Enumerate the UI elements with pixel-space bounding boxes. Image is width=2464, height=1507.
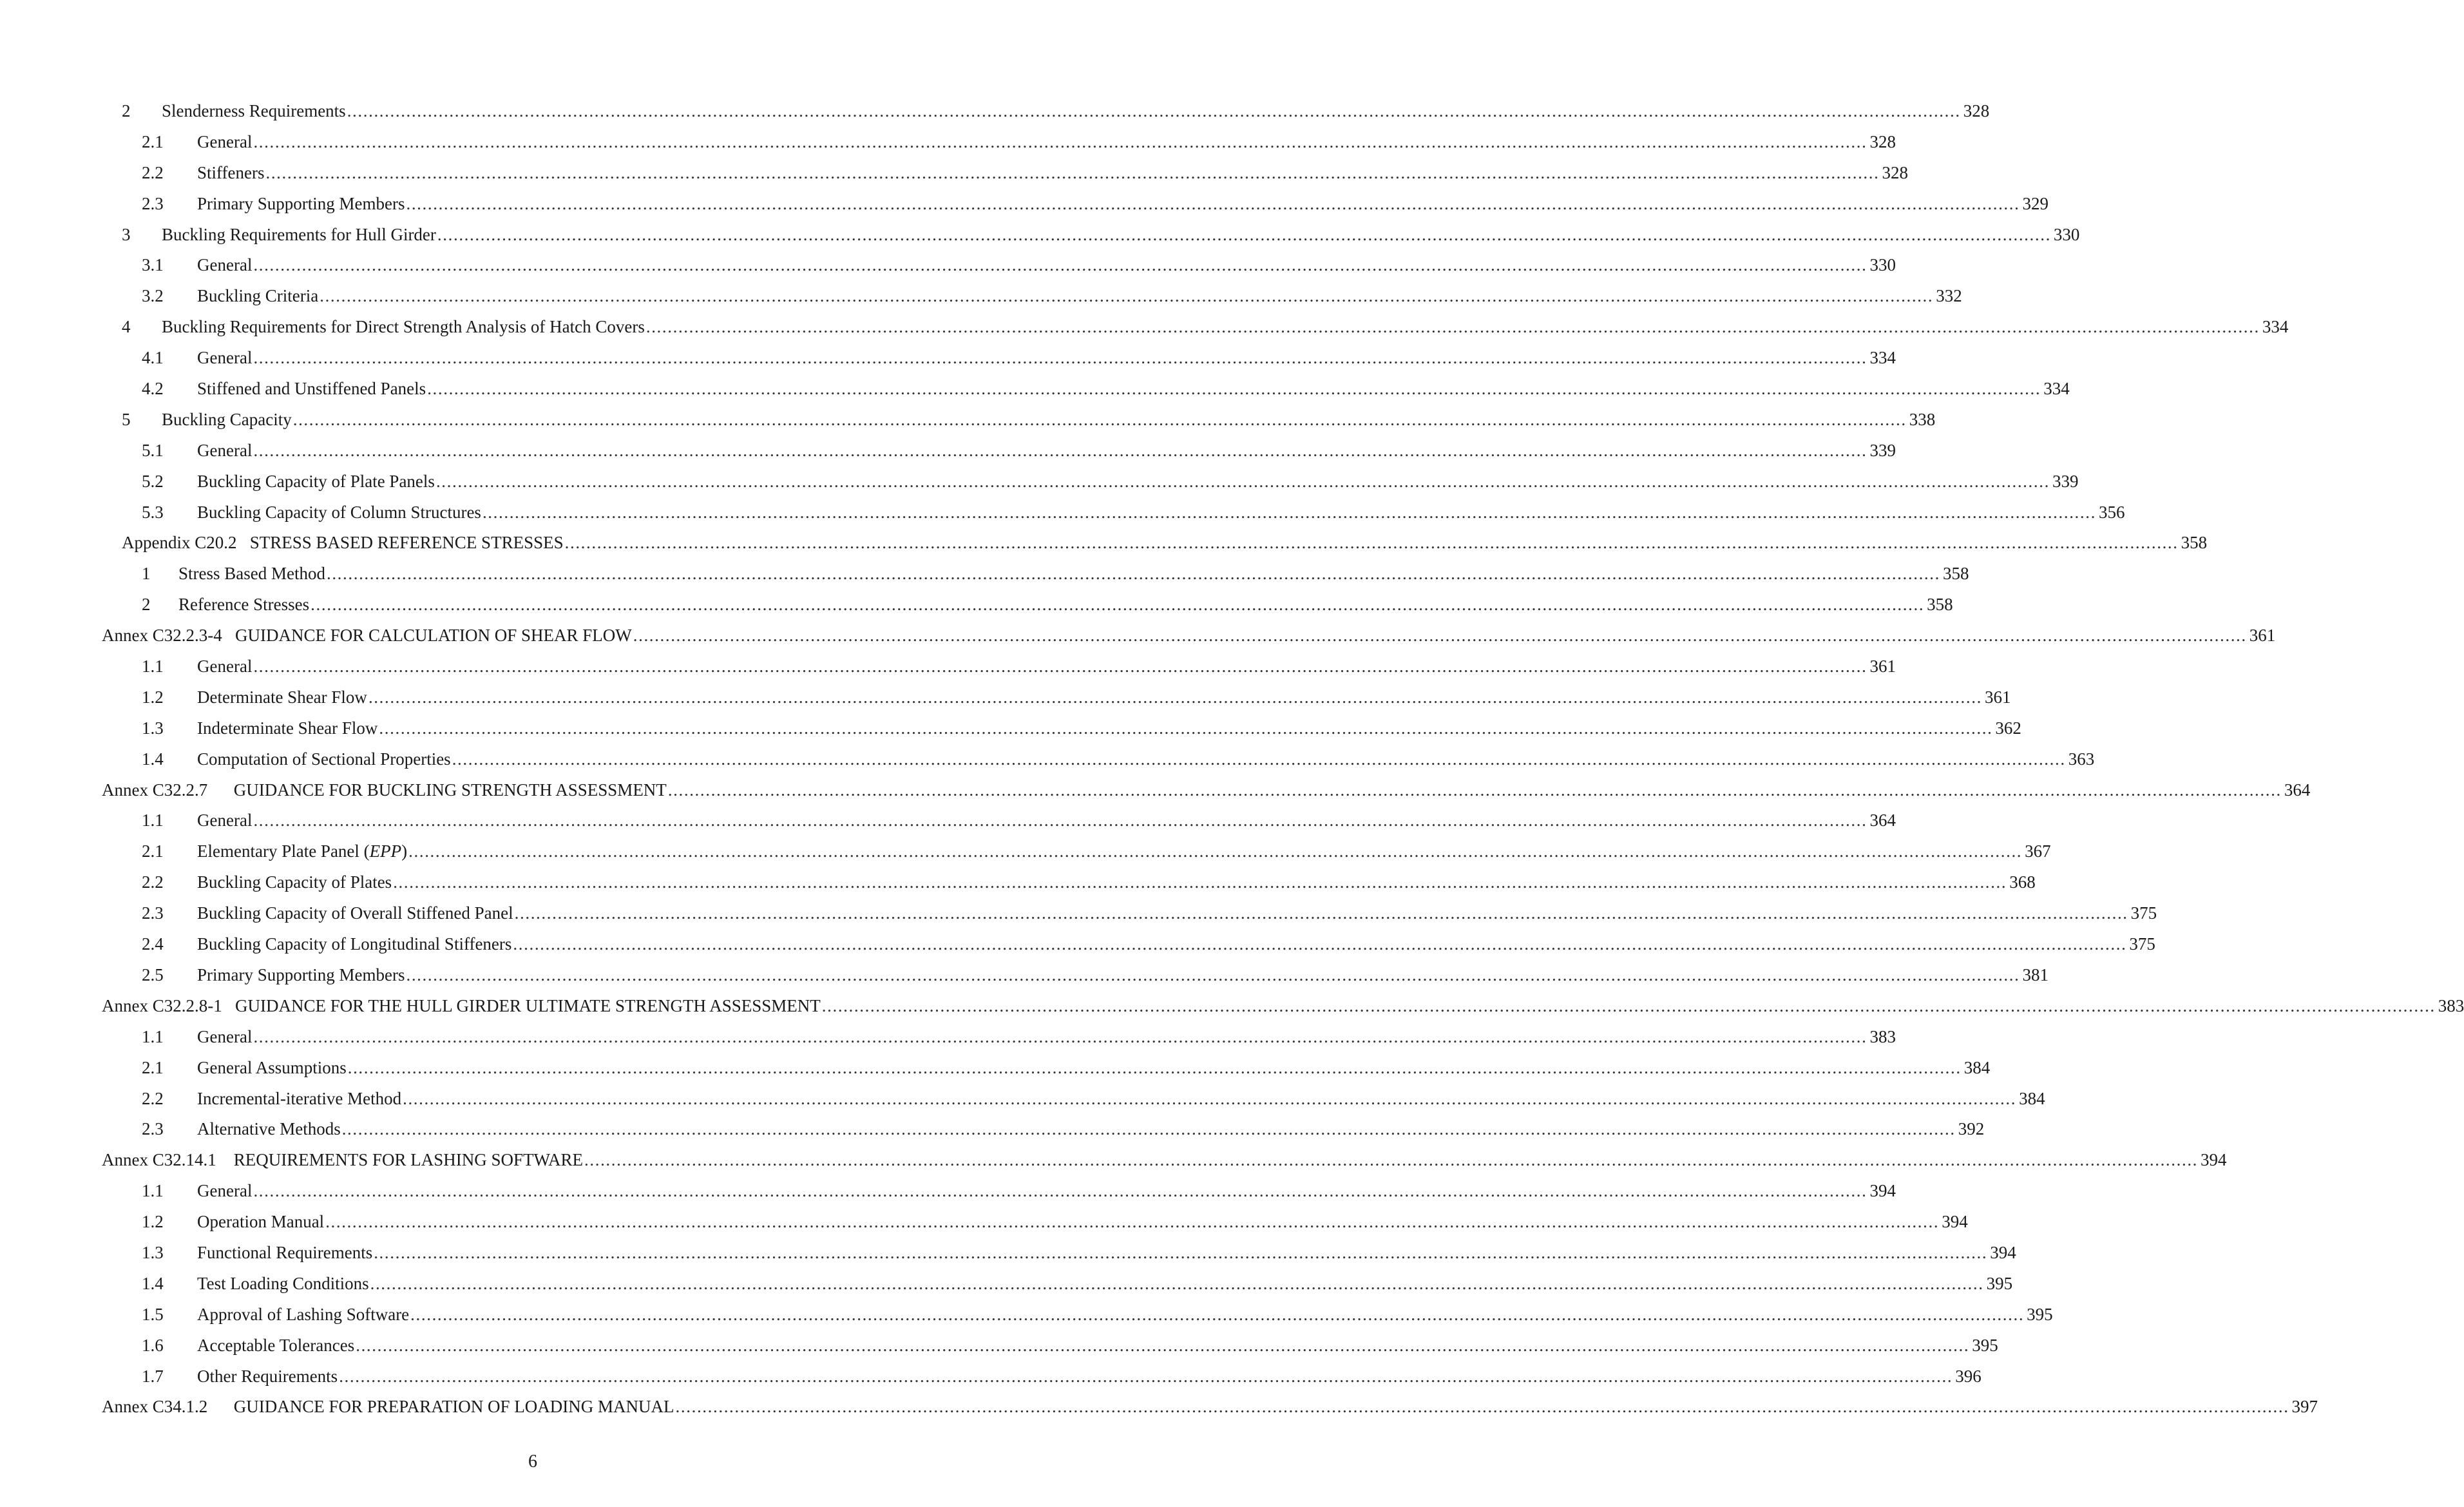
dot-leader: ............................................................................................................................................................................................................................................................................................................ bbox=[437, 224, 2051, 244]
toc-entry-leader-line bbox=[197, 840, 2051, 862]
toc-entry-title: Buckling Capacity of Longitudinal Stiffeners bbox=[197, 934, 512, 954]
toc-entry[interactable] bbox=[0, 717, 2021, 748]
toc-entry-title: Appendix C20.2 STRESS BASED REFERENCE STRESSES bbox=[122, 533, 564, 553]
toc-entry-page: 364 bbox=[1869, 811, 1896, 830]
dot-leader: ............................................................................................................................................................................................................................................................................................................ bbox=[408, 841, 2023, 861]
toc-entry-title: Test Loading Conditions bbox=[197, 1273, 369, 1293]
toc-entry-page: 361 bbox=[2249, 626, 2276, 646]
toc-entry-leader-line bbox=[197, 1211, 1968, 1233]
toc-entry-leader-line bbox=[197, 254, 1896, 276]
toc-entry-leader-line bbox=[197, 501, 2125, 523]
toc-entry-title: Buckling Capacity bbox=[162, 409, 292, 429]
toc-entry-leader-line bbox=[197, 933, 2155, 955]
toc-entry-leader-line bbox=[197, 871, 2036, 893]
toc-entry-number: 3.2 bbox=[142, 286, 164, 306]
toc-entry-number: 2 bbox=[142, 595, 151, 615]
toc-entry-number: 1.1 bbox=[142, 1181, 164, 1201]
toc-entry[interactable] bbox=[0, 1396, 2318, 1426]
toc-entry-number: 4.1 bbox=[142, 348, 164, 368]
toc-entry-number: 3.1 bbox=[142, 255, 164, 275]
dot-leader: ............................................................................................................................................................................................................................................................................................................ bbox=[406, 193, 2020, 213]
dot-leader: ............................................................................................................................................................................................................................................................................................................ bbox=[253, 1026, 1867, 1046]
toc-entry[interactable] bbox=[0, 624, 2276, 655]
toc-entry-title: Incremental-iterative Method bbox=[197, 1088, 402, 1108]
toc-entry[interactable] bbox=[0, 439, 1896, 470]
toc-entry-leader-line bbox=[197, 809, 1896, 831]
toc-entry[interactable] bbox=[0, 1242, 2016, 1272]
toc-entry-leader-line bbox=[197, 1180, 1896, 1202]
toc-entry-leader-line bbox=[178, 562, 1969, 584]
toc-entry-page: 395 bbox=[2027, 1304, 2053, 1324]
toc-entry[interactable] bbox=[0, 285, 1962, 316]
toc-entry[interactable] bbox=[0, 100, 1990, 131]
toc-entry-number: 1.5 bbox=[142, 1304, 164, 1324]
toc-entry[interactable] bbox=[0, 501, 2125, 532]
dot-leader: ............................................................................................................................................................................................................................................................................................................ bbox=[410, 1304, 2025, 1324]
toc-entry-title: Annex C32.2.7 GUIDANCE FOR BUCKLING STRENGTH ASSESSMENT bbox=[102, 780, 667, 800]
toc-entry-page: 358 bbox=[1927, 595, 1953, 615]
dot-leader: ............................................................................................................................................................................................................................................................................................................ bbox=[514, 903, 2128, 923]
toc-entry[interactable] bbox=[0, 593, 1953, 624]
toc-entry-leader-line bbox=[102, 1396, 2318, 1417]
toc-entry-leader-line bbox=[197, 378, 2070, 399]
toc-entry[interactable] bbox=[0, 748, 2095, 779]
toc-entry-page: 395 bbox=[1972, 1335, 1998, 1355]
toc-entry-leader-line bbox=[197, 1334, 1998, 1356]
toc-entry-title: Stiffeners bbox=[197, 162, 265, 182]
toc-entry[interactable] bbox=[0, 1057, 1991, 1088]
dot-leader: ............................................................................................................................................................................................................................................................................................................ bbox=[482, 502, 2096, 522]
toc-entry-leader-line bbox=[197, 717, 2021, 739]
toc-entry-leader-line bbox=[197, 162, 1908, 184]
dot-leader: ............................................................................................................................................................................................................................................................................................................ bbox=[320, 286, 1934, 306]
toc-entry-page: 338 bbox=[1909, 409, 1936, 429]
toc-entry-page: 392 bbox=[1958, 1119, 1985, 1139]
toc-entry[interactable] bbox=[0, 1272, 2013, 1303]
toc-entry-title: Functional Requirements bbox=[197, 1242, 373, 1262]
toc-entry-number: 1.2 bbox=[142, 1212, 164, 1232]
toc-entry[interactable] bbox=[0, 1180, 1896, 1211]
dot-leader: ............................................................................................................................................................................................................................................................................................................ bbox=[253, 348, 1867, 368]
toc-entry-page: 328 bbox=[1882, 162, 1908, 182]
toc-entry-page: 361 bbox=[1984, 687, 2011, 707]
toc-entry-title: General bbox=[197, 1181, 253, 1201]
toc-entry-leader-line bbox=[162, 316, 2289, 338]
toc-entry-number: 3 bbox=[122, 224, 131, 244]
toc-entry-title: Primary Supporting Members bbox=[197, 193, 405, 213]
toc-entry-number: 5.3 bbox=[142, 502, 164, 522]
toc-entry[interactable] bbox=[0, 470, 2079, 501]
toc-entry-leader-line bbox=[197, 1026, 1896, 1048]
toc-entry-number: 1.4 bbox=[142, 1273, 164, 1293]
toc-entry-page: 329 bbox=[2022, 193, 2049, 213]
toc-entry-title: Primary Supporting Members bbox=[197, 965, 405, 984]
toc-entry[interactable] bbox=[0, 1334, 1998, 1365]
toc-entry-page: 394 bbox=[2201, 1150, 2227, 1170]
toc-entry-page: 394 bbox=[1990, 1242, 2016, 1262]
toc-entry-page: 396 bbox=[1955, 1366, 1982, 1386]
toc-entry-number: 2 bbox=[122, 101, 131, 120]
toc-entry-page: 364 bbox=[2284, 780, 2311, 800]
toc-entry-title: Annex C32.2.8-1 GUIDANCE FOR THE HULL GIRDER ULTIMATE STRENGTH ASSESSMENT bbox=[102, 995, 821, 1015]
toc-entry-page: 384 bbox=[2019, 1088, 2045, 1108]
dot-leader: ............................................................................................................................................................................................................................................................................................................ bbox=[310, 595, 1925, 615]
toc-entry[interactable] bbox=[0, 532, 2208, 562]
dot-leader: ............................................................................................................................................................................................................................................................................................................ bbox=[253, 811, 1867, 830]
dot-leader: ............................................................................................................................................................................................................................................................................................................ bbox=[253, 1181, 1867, 1201]
toc-entry-page: 361 bbox=[1869, 657, 1896, 677]
toc-entry-title: General bbox=[197, 1026, 253, 1046]
toc-entry-leader-line bbox=[102, 1149, 2227, 1171]
toc-entry-number: 2.2 bbox=[142, 872, 164, 892]
toc-entry-page: 383 bbox=[2438, 995, 2464, 1015]
toc-entry-leader-line bbox=[197, 686, 2011, 708]
dot-leader: ............................................................................................................................................................................................................................................................................................................ bbox=[406, 965, 2020, 984]
dot-leader: ............................................................................................................................................................................................................................................................................................................ bbox=[370, 1273, 1984, 1293]
dot-leader: ............................................................................................................................................................................................................................................................................................................ bbox=[675, 1397, 2289, 1417]
toc-entry-leader-line bbox=[197, 1088, 2045, 1109]
toc-entry[interactable] bbox=[0, 995, 2464, 1026]
toc-entry-title: Buckling Criteria bbox=[197, 286, 319, 306]
toc-entry-leader-line bbox=[197, 655, 1896, 677]
toc-entry-page: 339 bbox=[1869, 440, 1896, 460]
toc-entry-leader-line bbox=[197, 193, 2049, 215]
dot-leader: ............................................................................................................................................................................................................................................................................................................ bbox=[374, 1242, 1988, 1262]
toc-entry-title: Computation of Sectional Properties bbox=[197, 749, 451, 769]
toc-entry-title: General bbox=[197, 255, 253, 275]
dot-leader: ............................................................................................................................................................................................................................................................................................................ bbox=[347, 101, 1961, 120]
toc-entry-number: 1.1 bbox=[142, 657, 164, 677]
toc-entry[interactable] bbox=[0, 686, 2011, 717]
toc-entry-leader-line bbox=[178, 593, 1953, 615]
toc-entry-number: 2.5 bbox=[142, 965, 164, 984]
toc-entry-number: 1.7 bbox=[142, 1366, 164, 1386]
dot-leader: ............................................................................................................................................................................................................................................................................................................ bbox=[325, 1212, 1940, 1232]
toc-entry[interactable] bbox=[0, 1303, 2053, 1334]
toc-entry-title: Acceptable Tolerances bbox=[197, 1335, 355, 1355]
toc-entry-leader-line bbox=[197, 902, 2157, 924]
toc-entry[interactable] bbox=[0, 1026, 1896, 1057]
toc-entry-number: 1.1 bbox=[142, 1026, 164, 1046]
toc-entry-page: 368 bbox=[2009, 872, 2036, 892]
toc-entry-title: General bbox=[197, 657, 253, 677]
toc-entry-page: 383 bbox=[1869, 1026, 1896, 1046]
toc-entry-leader-line bbox=[162, 408, 1936, 430]
toc-entry[interactable] bbox=[0, 316, 2289, 347]
toc-entry[interactable] bbox=[0, 1149, 2227, 1180]
toc-entry-leader-line bbox=[102, 779, 2311, 801]
toc-entry[interactable] bbox=[0, 655, 1896, 686]
toc-entry-title: Buckling Capacity of Overall Stiffened Panel bbox=[197, 903, 513, 923]
toc-entry-number: 1.6 bbox=[142, 1335, 164, 1355]
toc-entry-leader-line bbox=[197, 1303, 2053, 1325]
toc-entry-page: 356 bbox=[2098, 502, 2125, 522]
toc-entry-page: 358 bbox=[2181, 533, 2208, 553]
dot-leader: ............................................................................................................................................................................................................................................................................................................ bbox=[564, 533, 2179, 553]
toc-entry-title: Annex C34.1.2 GUIDANCE FOR PREPARATION OF LOADING MANUAL bbox=[102, 1397, 674, 1417]
dot-leader: ............................................................................................................................................................................................................................................................................................................ bbox=[339, 1366, 1953, 1386]
toc-entry-number: 1.4 bbox=[142, 749, 164, 769]
toc-entry[interactable] bbox=[0, 193, 2049, 224]
toc-entry-number: 2.3 bbox=[142, 193, 164, 213]
toc-entry-leader-line bbox=[102, 624, 2276, 646]
toc-entry-leader-line bbox=[197, 285, 1962, 307]
toc-entry-leader-line bbox=[197, 439, 1896, 461]
toc-entry-leader-line bbox=[162, 224, 2080, 245]
dot-leader: ............................................................................................................................................................................................................................................................................................................ bbox=[253, 440, 1867, 460]
toc-entry-page: 362 bbox=[1995, 718, 2021, 738]
toc-entry[interactable] bbox=[0, 902, 2157, 933]
dot-leader: ............................................................................................................................................................................................................................................................................................................ bbox=[667, 780, 2282, 800]
toc-entry-leader-line bbox=[197, 964, 2049, 986]
toc-entry[interactable] bbox=[0, 408, 1936, 439]
toc-entry-number: 1.3 bbox=[142, 1242, 164, 1262]
toc-entry-page: 328 bbox=[1869, 131, 1896, 151]
toc-entry-title: Alternative Methods bbox=[197, 1119, 341, 1139]
toc-entry-leader-line bbox=[197, 131, 1896, 153]
toc-entry-page: 367 bbox=[2025, 841, 2051, 861]
toc-entry[interactable] bbox=[0, 964, 2049, 995]
dot-leader: ............................................................................................................................................................................................................................................................................................................ bbox=[821, 995, 2436, 1015]
toc-entry-title: Buckling Capacity of Plates bbox=[197, 872, 392, 892]
toc-entry-number: 1.3 bbox=[142, 718, 164, 738]
toc-entry-title: Determinate Shear Flow bbox=[197, 687, 367, 707]
toc-entry-number: 2.1 bbox=[142, 841, 164, 861]
toc-entry-number: 5 bbox=[122, 409, 131, 429]
toc-entry-page: 328 bbox=[1963, 101, 1990, 120]
toc-entry-number: 2.2 bbox=[142, 162, 164, 182]
toc-entry-number: 5.1 bbox=[142, 440, 164, 460]
dot-leader: ............................................................................................................................................................................................................................................................................................................ bbox=[435, 471, 2050, 491]
toc-entry[interactable] bbox=[0, 840, 2051, 871]
toc-entry-page: 339 bbox=[2052, 471, 2079, 491]
toc-entry-title: Buckling Requirements for Direct Strength Analysis of Hatch Covers bbox=[162, 317, 645, 337]
toc-entry-title: Approval of Lashing Software bbox=[197, 1304, 410, 1324]
toc-entry-page: 375 bbox=[2130, 903, 2157, 923]
toc-entry-page: 397 bbox=[2291, 1397, 2318, 1417]
toc-entry-leader-line bbox=[162, 100, 1990, 122]
dot-leader: ............................................................................................................................................................................................................................................................................................................ bbox=[368, 687, 1982, 707]
toc-entry-title: General bbox=[197, 131, 253, 151]
toc-entry-title: Annex C32.14.1 REQUIREMENTS FOR LASHING SOFTWARE bbox=[102, 1150, 584, 1170]
toc-entry-page: 334 bbox=[2043, 379, 2070, 399]
toc-entry[interactable] bbox=[0, 779, 2311, 810]
toc-entry[interactable] bbox=[0, 562, 1969, 593]
toc-entry-number: 2.3 bbox=[142, 1119, 164, 1139]
toc-entry-title: General bbox=[197, 440, 253, 460]
toc-entry-number: 4.2 bbox=[142, 379, 164, 399]
toc-entry-page: 384 bbox=[1963, 1057, 1991, 1077]
toc-entry[interactable] bbox=[0, 1118, 1985, 1149]
dot-leader: ............................................................................................................................................................................................................................................................................................................ bbox=[253, 657, 1867, 677]
toc-entry[interactable] bbox=[0, 378, 2070, 408]
toc-entry[interactable] bbox=[0, 809, 1896, 840]
toc-entry-leader-line bbox=[197, 1272, 2013, 1294]
toc-entry-number: 2.4 bbox=[142, 934, 164, 954]
toc-entry-number: 5.2 bbox=[142, 471, 164, 491]
toc-entry[interactable] bbox=[0, 162, 1908, 193]
toc-entry-leader-line bbox=[197, 470, 2079, 492]
toc-entry-page: 334 bbox=[2262, 317, 2289, 337]
toc-entry-number: 2.1 bbox=[142, 1057, 164, 1077]
toc-entry[interactable] bbox=[0, 1088, 2045, 1118]
toc-entry-number: 1.1 bbox=[142, 811, 164, 830]
toc-entry-leader-line bbox=[197, 1057, 1991, 1079]
dot-leader: ............................................................................................................................................................................................................................................................................................................ bbox=[403, 1088, 2017, 1108]
toc-entry-page: 381 bbox=[2022, 965, 2049, 984]
dot-leader: ............................................................................................................................................................................................................................................................................................................ bbox=[356, 1335, 1970, 1355]
dot-leader: ............................................................................................................................................................................................................................................................................................................ bbox=[292, 409, 1907, 429]
dot-leader: ............................................................................................................................................................................................................................................................................................................ bbox=[452, 749, 2066, 769]
dot-leader: ............................................................................................................................................................................................................................................................................................................ bbox=[633, 626, 2247, 646]
toc-entry[interactable] bbox=[0, 347, 1896, 378]
toc-entry-title: Buckling Capacity of Plate Panels bbox=[197, 471, 435, 491]
toc-entry[interactable] bbox=[0, 131, 1896, 162]
toc-entry-title: General Assumptions bbox=[197, 1057, 347, 1077]
toc-entry-number: 1 bbox=[142, 564, 151, 584]
dot-leader: ............................................................................................................................................................................................................................................................................................................ bbox=[379, 718, 1993, 738]
dot-leader: ............................................................................................................................................................................................................................................................................................................ bbox=[427, 379, 2041, 399]
dot-leader: ............................................................................................................................................................................................................................................................................................................ bbox=[645, 317, 2260, 337]
dot-leader: ............................................................................................................................................................................................................................................................................................................ bbox=[393, 872, 2007, 892]
table-of-contents bbox=[0, 100, 2464, 1426]
toc-entry-number: 2.1 bbox=[142, 131, 164, 151]
toc-entry-page: 395 bbox=[1986, 1273, 2013, 1293]
toc-entry-page: 330 bbox=[1869, 255, 1896, 275]
toc-entry[interactable] bbox=[0, 1365, 1982, 1396]
toc-entry-title: Operation Manual bbox=[197, 1212, 325, 1232]
toc-entry-title: Reference Stresses bbox=[178, 595, 310, 615]
toc-entry-title: Elementary Plate Panel (EPP) bbox=[197, 841, 408, 861]
toc-entry-title: Buckling Requirements for Hull Girder bbox=[162, 224, 436, 244]
toc-entry-leader-line bbox=[102, 995, 2464, 1017]
toc-entry-title: Slenderness Requirements bbox=[162, 101, 346, 120]
toc-entry-page: 334 bbox=[1869, 348, 1896, 368]
toc-entry-leader-line bbox=[197, 347, 1896, 369]
toc-entry[interactable] bbox=[0, 254, 1896, 285]
toc-entry-leader-line bbox=[197, 1242, 2016, 1263]
toc-entry-leader-line bbox=[197, 1118, 1985, 1140]
toc-entry-title: Annex C32.2.3-4 GUIDANCE FOR CALCULATION OF SHEAR FLOW bbox=[102, 626, 632, 646]
page-number: 6 bbox=[528, 1452, 537, 1472]
toc-entry-number: 1.2 bbox=[142, 687, 164, 707]
toc-entry-page: 375 bbox=[2129, 934, 2155, 954]
toc-entry-title: Buckling Capacity of Column Structures bbox=[197, 502, 481, 522]
toc-entry-title: General bbox=[197, 811, 253, 830]
toc-entry-number: 2.3 bbox=[142, 903, 164, 923]
dot-leader: ............................................................................................................................................................................................................................................................................................................ bbox=[253, 255, 1867, 275]
dot-leader: ............................................................................................................................................................................................................................................................................................................ bbox=[513, 934, 2127, 954]
dot-leader: ............................................................................................................................................................................................................................................................................................................ bbox=[265, 162, 1880, 182]
toc-entry-title: Stiffened and Unstiffened Panels bbox=[197, 379, 426, 399]
toc-entry[interactable] bbox=[0, 224, 2080, 254]
toc-entry[interactable] bbox=[0, 1211, 1968, 1242]
dot-leader: ............................................................................................................................................................................................................................................................................................................ bbox=[347, 1057, 1962, 1077]
toc-entry-number: 2.2 bbox=[142, 1088, 164, 1108]
toc-entry-leader-line bbox=[197, 1365, 1982, 1387]
toc-entry-page: 394 bbox=[1869, 1181, 1896, 1201]
toc-entry[interactable] bbox=[0, 933, 2155, 964]
toc-entry-page: 363 bbox=[2068, 749, 2095, 769]
toc-entry-page: 358 bbox=[1942, 564, 1969, 584]
toc-entry-title: Other Requirements bbox=[197, 1366, 338, 1386]
toc-entry-title: Stress Based Method bbox=[178, 564, 325, 584]
toc-entry-leader-line bbox=[122, 532, 2208, 553]
dot-leader: ............................................................................................................................................................................................................................................................................................................ bbox=[326, 564, 1940, 584]
dot-leader: ............................................................................................................................................................................................................................................................................................................ bbox=[341, 1119, 1956, 1139]
toc-entry-title: General bbox=[197, 348, 253, 368]
toc-entry-title: Indeterminate Shear Flow bbox=[197, 718, 378, 738]
dot-leader: ............................................................................................................................................................................................................................................................................................................ bbox=[584, 1150, 2199, 1170]
toc-entry-page: 394 bbox=[1942, 1212, 1968, 1232]
dot-leader: ............................................................................................................................................................................................................................................................................................................ bbox=[253, 131, 1867, 151]
toc-entry-leader-line bbox=[197, 748, 2095, 770]
toc-entry-page: 330 bbox=[2053, 224, 2080, 244]
toc-entry-number: 4 bbox=[122, 317, 131, 337]
toc-entry-page: 332 bbox=[1936, 286, 1962, 306]
toc-entry[interactable] bbox=[0, 871, 2036, 902]
